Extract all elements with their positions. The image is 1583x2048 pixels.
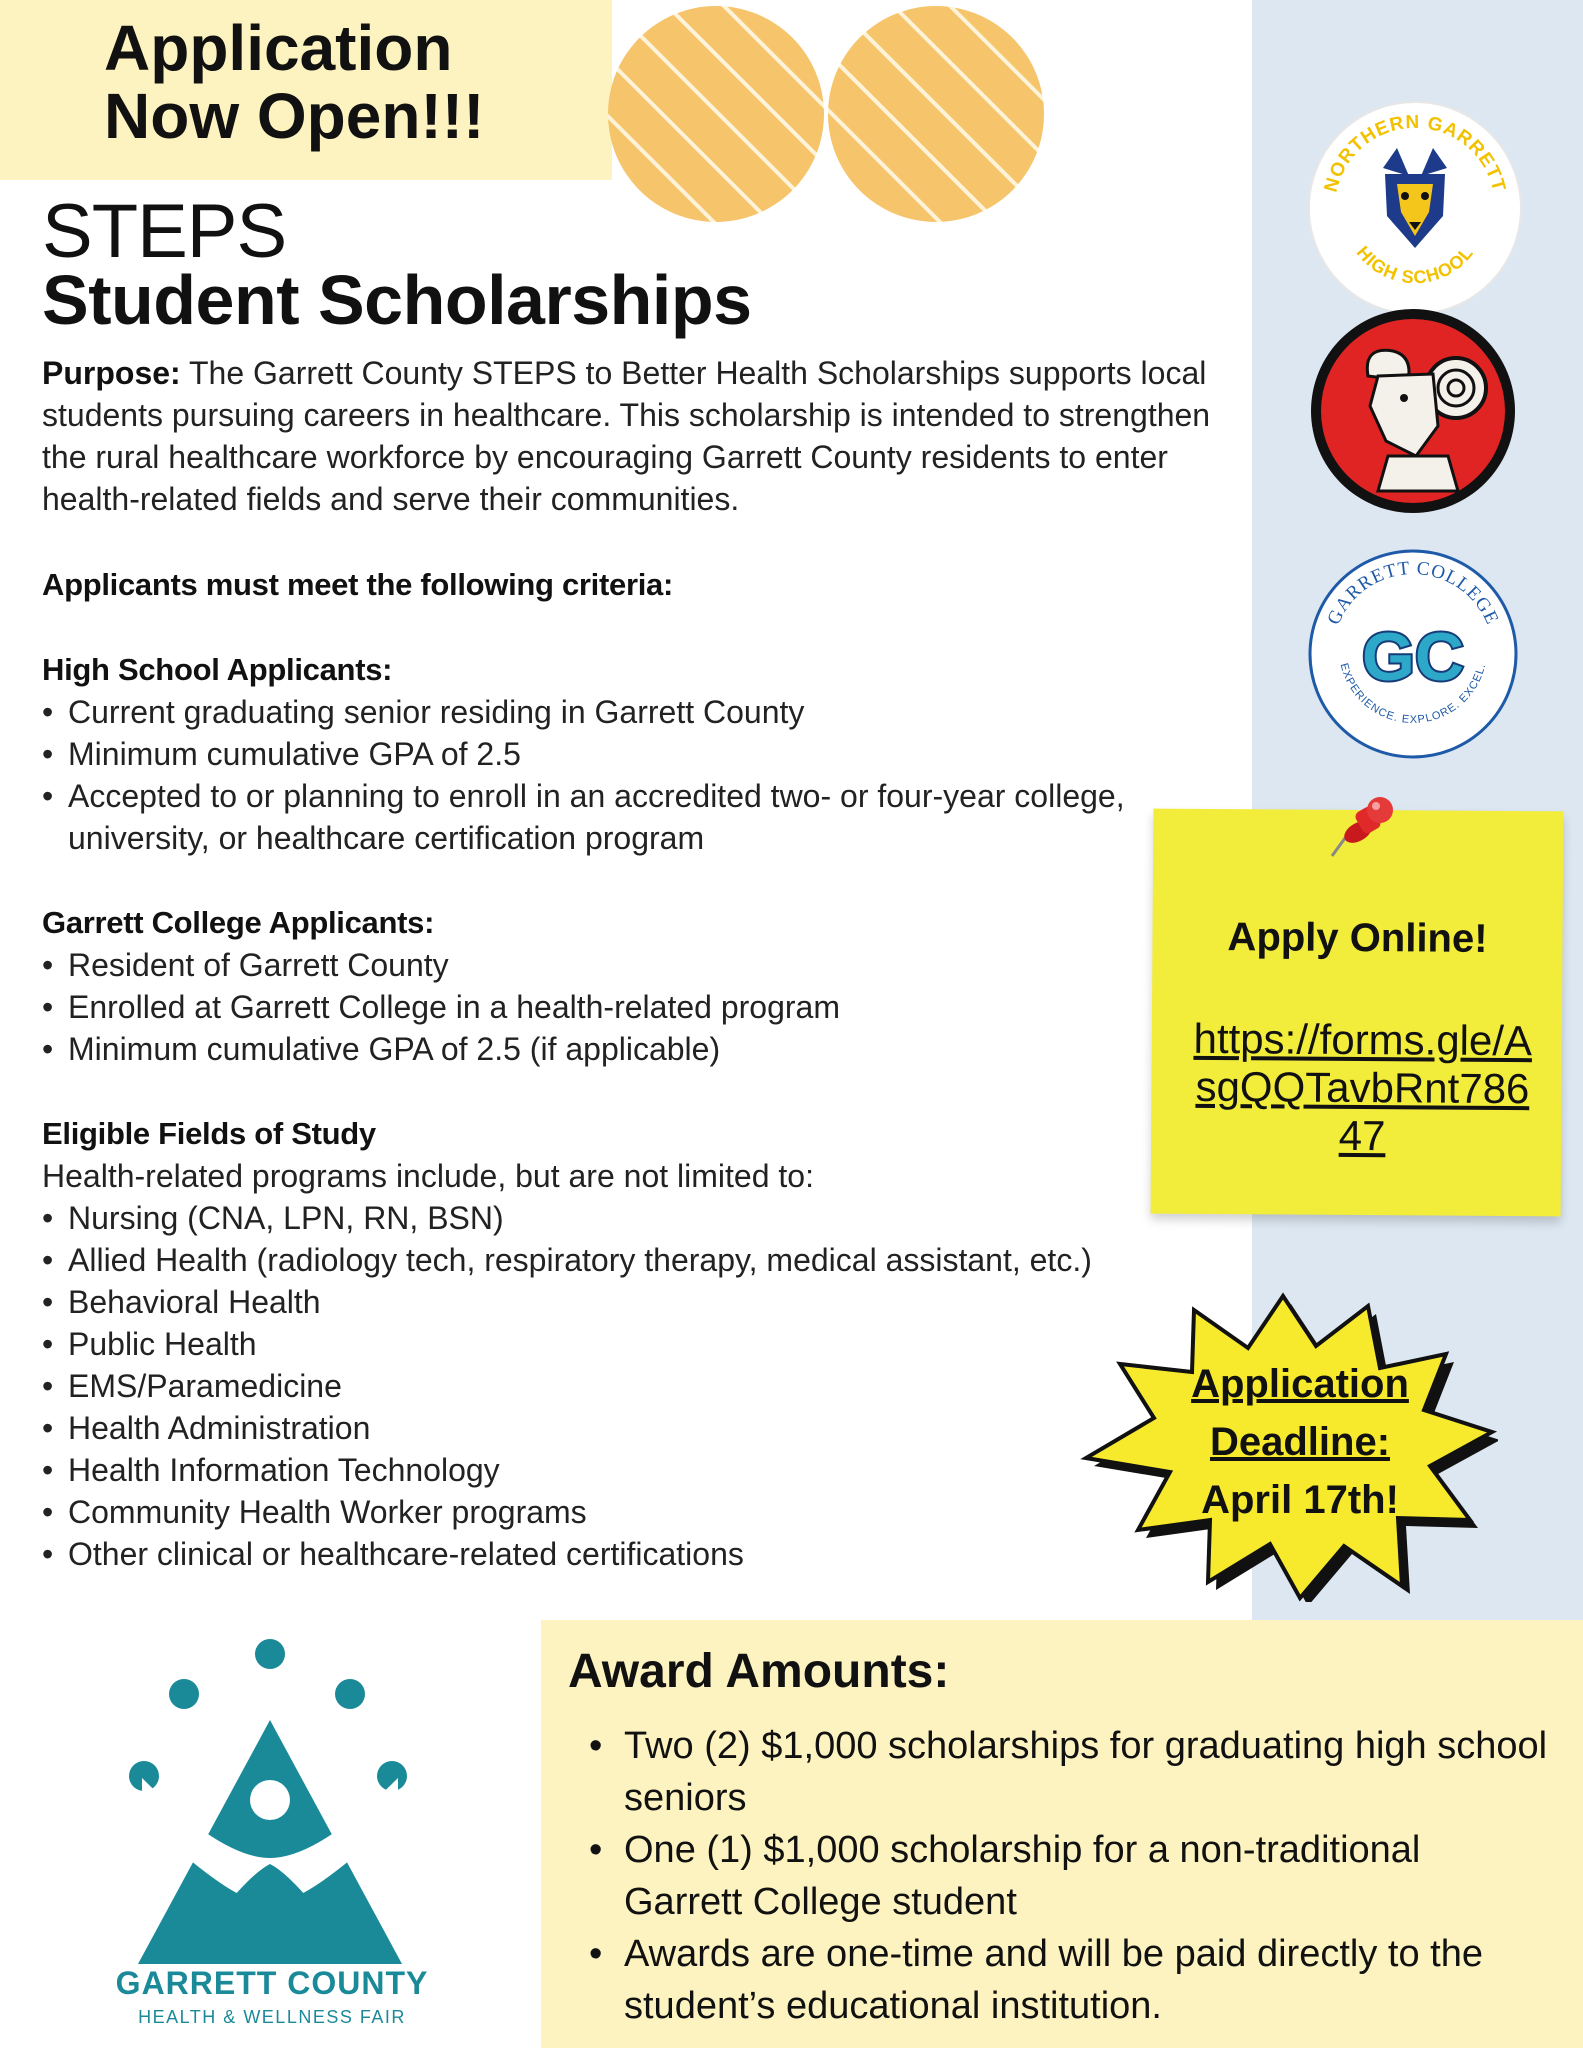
fair-name: GARRETT COUNTY — [115, 1965, 429, 2001]
list-item: • Minimum cumulative GPA of 2.5 (if applicable) — [42, 1028, 1242, 1070]
title-scholarships: Student Scholarships — [42, 261, 752, 339]
fair-subtitle: HEALTH & WELLNESS FAIR — [138, 2007, 406, 2027]
garrett-college-logo — [1307, 548, 1519, 760]
garrett-college-list — [42, 944, 1242, 1070]
list-item: • Enrolled at Garrett College in a health-related program — [42, 986, 1242, 1028]
fields-heading: Eligible Fields of Study — [42, 1116, 376, 1151]
apply-title: Apply Online! — [1227, 915, 1488, 961]
striped-circles-decoration — [606, 4, 1056, 224]
list-item: • Current graduating senior residing in Garrett County — [42, 691, 1142, 733]
gc-bottom-text: EXPERIENCE. EXPLORE. EXCEL. — [1337, 661, 1489, 726]
gc-top-text: GARRETT COLLEGE — [1323, 557, 1503, 629]
deadline-line-1: Application — [1191, 1362, 1409, 1406]
ng-bottom-text: HIGH SCHOOL — [1352, 242, 1478, 288]
northern-garrett-logo — [1305, 98, 1525, 318]
banner-line-2: Now Open!!! — [104, 80, 485, 152]
list-item: • Awards are one-time and will be paid directly to the student’s educational institution. — [589, 1928, 1549, 2032]
purpose-paragraph — [42, 352, 1252, 520]
high-school-heading: High School Applicants: — [42, 652, 393, 687]
list-item: • Nursing (CNA, LPN, RN, BSN) — [42, 1197, 1242, 1239]
list-item: • Health Information Technology — [42, 1449, 1242, 1491]
health-fair-logo — [122, 1628, 422, 1968]
deadline-line-3: April 17th! — [1201, 1478, 1399, 1522]
purpose-text: The Garrett County STEPS to Better Health Scholarships supports local students pursuing careers in healthcare. This scholarship is intended to strengthen the rural healthcare workforce by encouraging Garrett County residents to enter health-related fields and serve their communities. — [42, 355, 1211, 517]
banner-line-1: Application — [104, 12, 453, 84]
circle-left — [608, 6, 824, 222]
circle-right — [828, 6, 1044, 222]
list-item: • Two (2) $1,000 scholarships for graduating high school seniors — [589, 1720, 1549, 1824]
deadline-text — [1150, 1355, 1450, 1529]
open-banner — [0, 0, 612, 180]
high-school-list — [42, 691, 1142, 859]
award-list — [589, 1720, 1549, 2032]
deadline-line-2: Deadline: — [1209, 1420, 1391, 1464]
list-item: • Minimum cumulative GPA of 2.5 — [42, 733, 1142, 775]
fields-list — [42, 1197, 1242, 1575]
criteria-heading: Applicants must meet the following criteria: — [42, 567, 674, 602]
criteria-section — [42, 564, 1242, 1575]
list-item: • Resident of Garrett County — [42, 944, 1242, 986]
list-item: • Health Administration — [42, 1407, 1242, 1449]
title-steps: STEPS — [42, 189, 287, 274]
ng-top-text: NORTHERN GARRETT — [1320, 111, 1510, 195]
garrett-college-heading: Garrett College Applicants: — [42, 905, 435, 940]
award-amounts-panel — [541, 1620, 1583, 2048]
gc-mark: GC — [1362, 619, 1464, 695]
banner-text — [104, 14, 612, 150]
list-item: • Other clinical or healthcare-related certifications — [42, 1533, 1242, 1575]
fields-intro: Health-related programs include, but are not limited to: — [42, 1158, 814, 1194]
apply-sticky-note — [1151, 809, 1564, 1217]
award-heading: Award Amounts: — [568, 1645, 950, 1698]
list-item: • Allied Health (radiology tech, respiratory therapy, medical assistant, etc.) — [42, 1239, 1242, 1281]
list-item: • Accepted to or planning to enroll in an accredited two- or four-year college, university, or healthcare certification program — [42, 775, 1142, 859]
ram-mascot-logo — [1308, 306, 1518, 516]
list-item: • Community Health Worker programs — [42, 1491, 1242, 1533]
list-item: • One (1) $1,000 scholarship for a non-traditional Garrett College student — [589, 1824, 1549, 1928]
list-item: • EMS/Paramedicine — [42, 1365, 1242, 1407]
push-pin-icon — [1318, 794, 1408, 864]
list-item: • Public Health — [42, 1323, 1242, 1365]
apply-link[interactable]: https://forms.gle/AsgQQTavbRnt78647 — [1193, 1014, 1533, 1160]
list-item: • Behavioral Health — [42, 1281, 1242, 1323]
purpose-label: Purpose: — [42, 355, 181, 391]
